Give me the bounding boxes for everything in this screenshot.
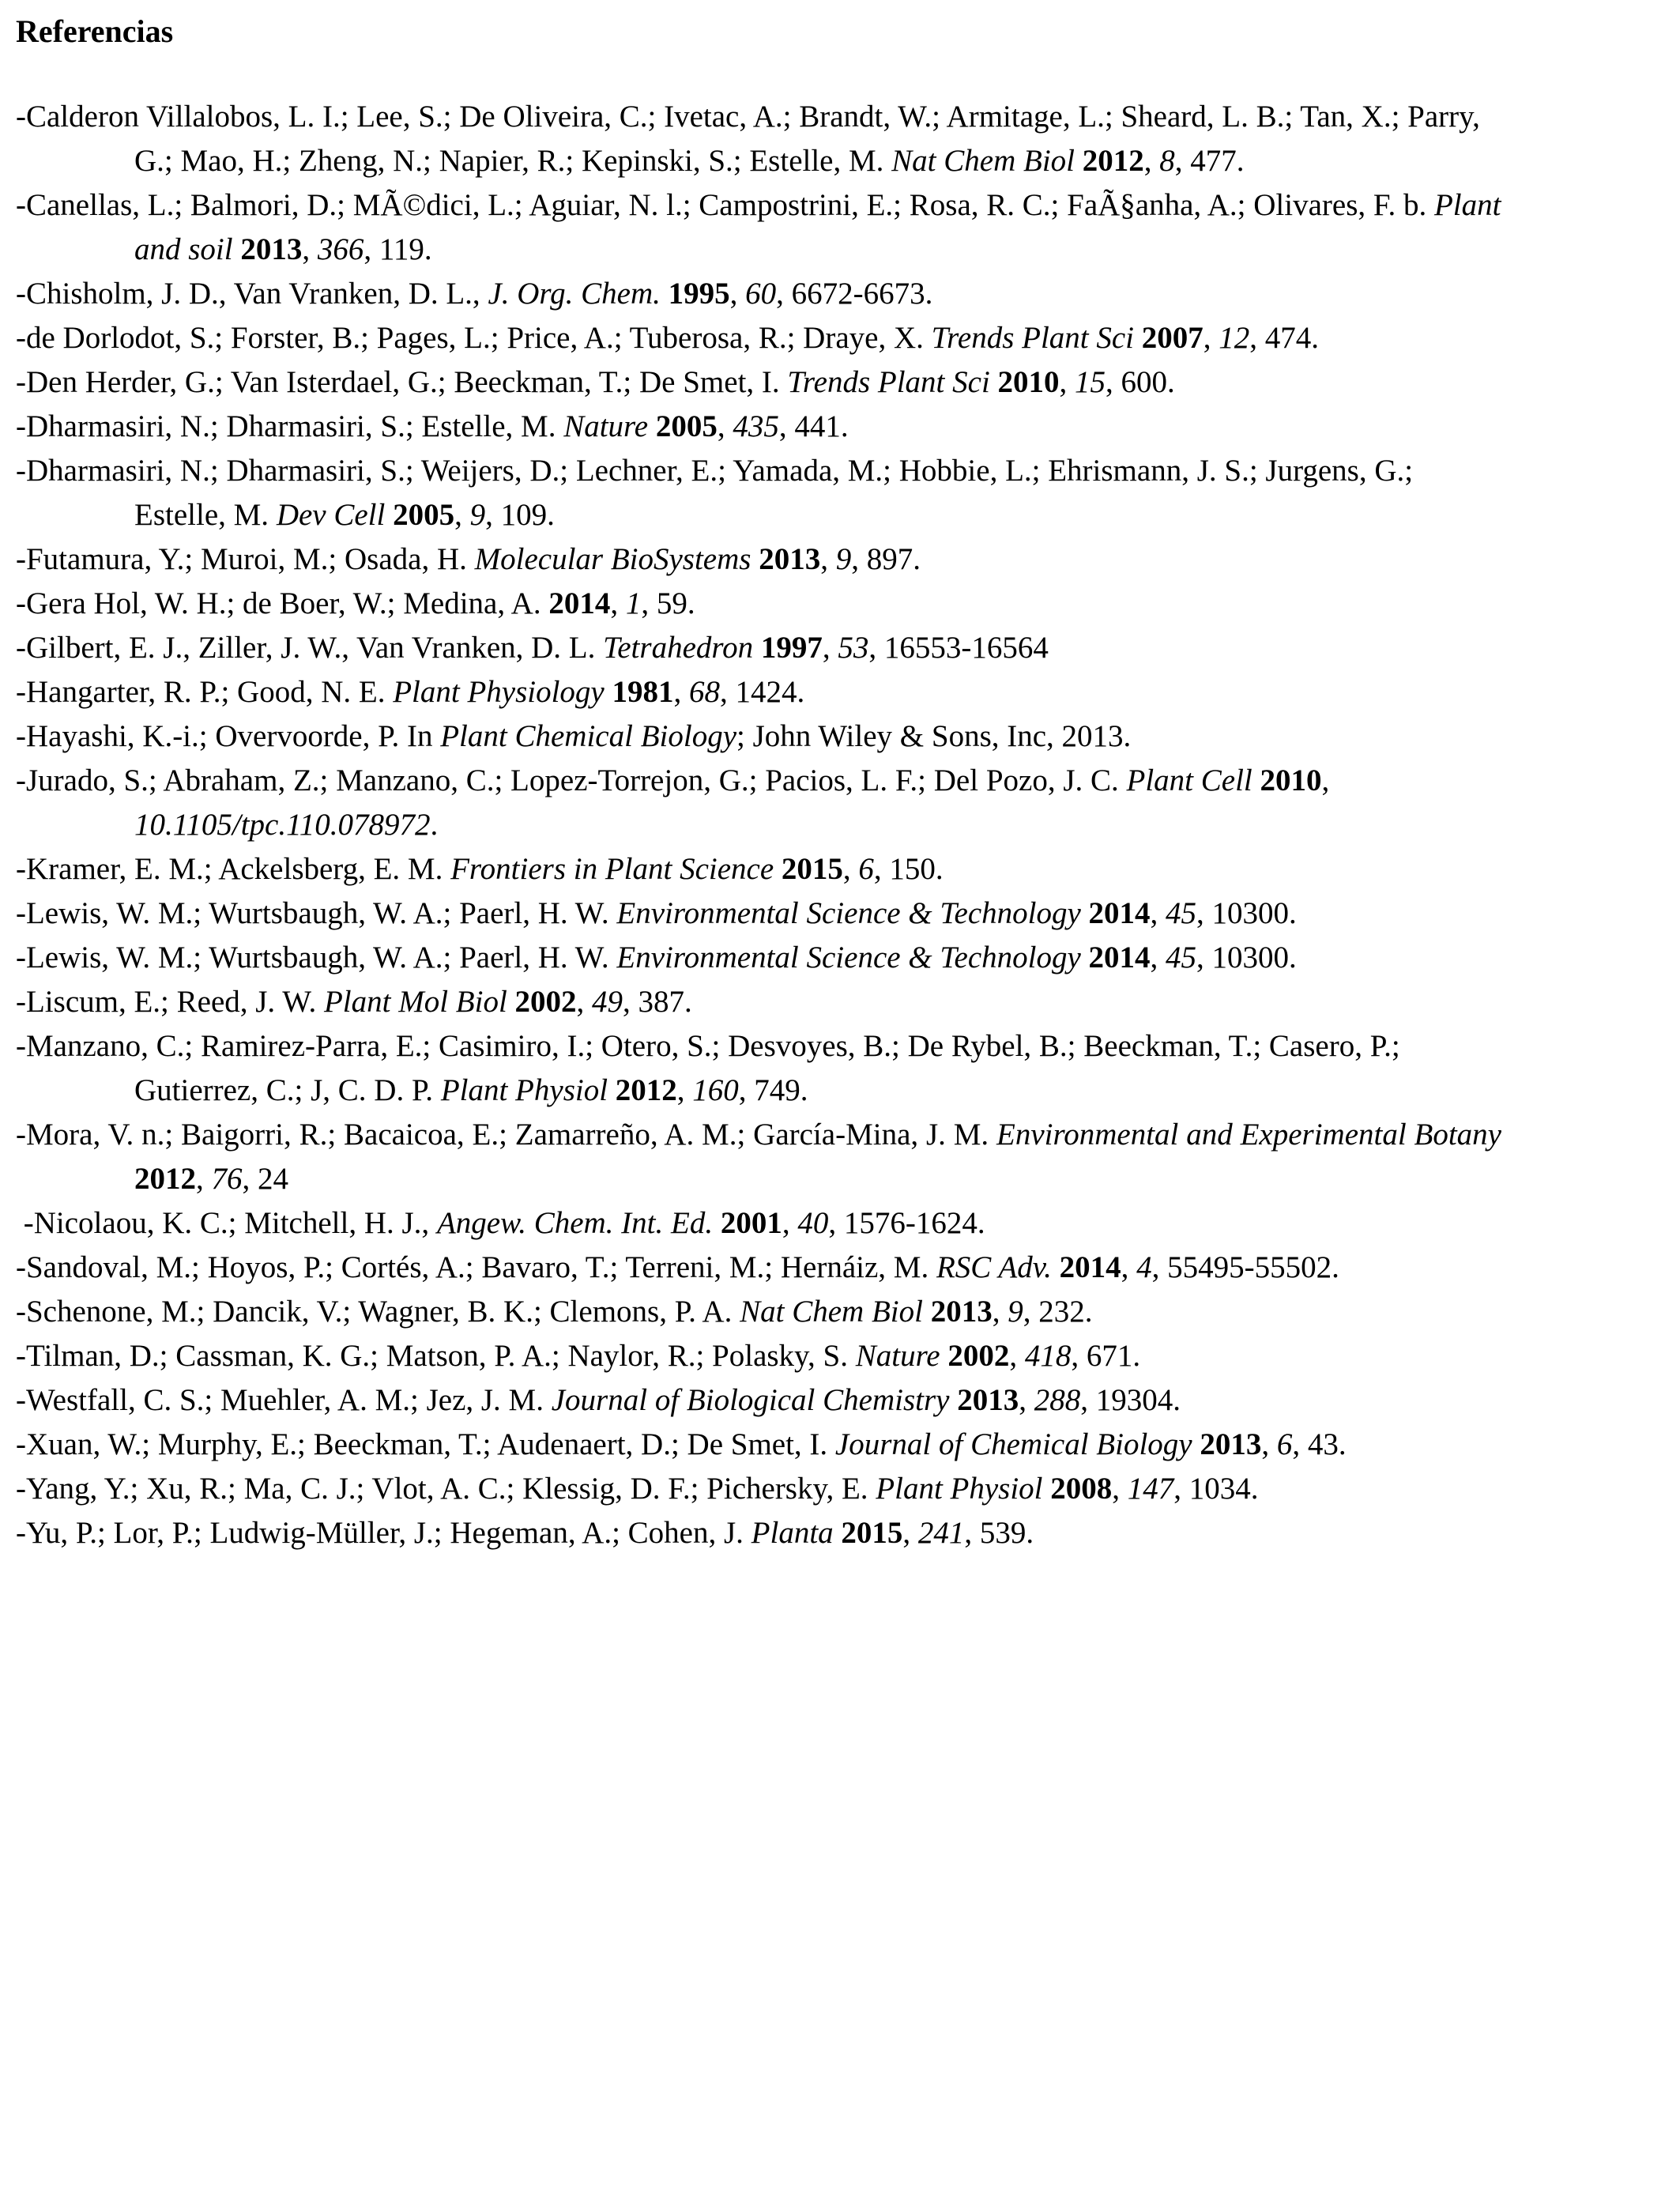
ref-journal: Dev Cell [276, 498, 386, 532]
ref-volume: 45 [1166, 941, 1197, 974]
ref-pages: , 43. [1292, 1427, 1347, 1461]
ref-pages: , 55495-55502. [1151, 1250, 1339, 1284]
ref-volume: 418 [1024, 1339, 1072, 1373]
references-heading: Referencias [16, 13, 174, 49]
document [16, 9, 1501, 1555]
ref-journal: Environmental Science & Technology [616, 896, 1081, 930]
reference-entry: -Liscum, E.; Reed, J. W. Plant Mol Biol 2002, 49, 387. [16, 985, 692, 1019]
ref-journal: Nature [563, 409, 649, 443]
reference-entry: -Gilbert, E. J., Ziller, J. W., Van Vranken, D. L. Tetrahedron 1997, 53, 16553-16564 [16, 631, 1049, 665]
ref-journal: Frontiers in Plant Science [450, 852, 774, 886]
ref-year: 2002 [947, 1339, 1010, 1373]
ref-pages: , 539. [964, 1516, 1034, 1550]
ref-volume: 53 [838, 631, 869, 665]
ref-pages: , 24 [242, 1162, 288, 1196]
reference-entry: -Manzano, C.; Ramirez-Parra, E.; Casimiro, I.; Otero, S.; Desvoyes, B.; De Rybel, B.; Beeckman, T.; Casero, P.; Gutierrez, C.; J, C. D. P. Plant Physiol 2012, 160, 749. [16, 1029, 1400, 1107]
ref-journal: J. Org. Chem. [488, 277, 661, 311]
ref-pages: ; John Wiley & Sons, Inc, 2013. [736, 719, 1132, 753]
ref-journal: Trends Plant Sci [931, 321, 1135, 355]
reference-entry: -Lewis, W. M.; Wurtsbaugh, W. A.; Paerl, H. W. Environmental Science & Technology 2014, 45, 10300. [16, 896, 1297, 930]
ref-volume: 288 [1034, 1383, 1081, 1417]
reference-entry: -Futamura, Y.; Muroi, M.; Osada, H. Molecular BioSystems 2013, 9, 897. [16, 542, 921, 576]
ref-volume: 9 [835, 542, 852, 576]
ref-pages: , 232. [1023, 1295, 1093, 1329]
ref-journal: Angew. Chem. Int. Ed. [436, 1206, 714, 1240]
ref-volume: 45 [1166, 896, 1197, 930]
ref-volume: 8 [1159, 144, 1175, 178]
reference-entry: -Schenone, M.; Dancik, V.; Wagner, B. K.; Clemons, P. A. Nat Chem Biol 2013, 9, 232. [16, 1295, 1093, 1329]
ref-journal: Nature [855, 1339, 940, 1373]
ref-pages: , 1034. [1173, 1472, 1259, 1506]
ref-year: 2014 [1088, 896, 1151, 930]
ref-authors: -Calderon Villalobos, L. I.; Lee, S.; De Oliveira, C.; Ivetac, A.; Brandt, W.; Armitage, L.; Sheard, L. B.; Tan, X.; Parry, G.; Mao, H.; Zheng, N.; Napier, R.; Kepinski, S.; Estelle, M. [16, 100, 1480, 178]
ref-year: 2005 [655, 409, 718, 443]
ref-authors: -Gera Hol, W. H.; de Boer, W.; Medina, A. [16, 586, 549, 620]
ref-volume: 9 [1008, 1295, 1023, 1329]
ref-volume: 9 [469, 498, 486, 532]
ref-pages: , 6672-6673. [776, 277, 933, 311]
ref-volume: 10.1105/tpc.110.078972 [134, 808, 431, 842]
ref-journal: Plant Physiology [393, 675, 605, 709]
ref-year: 2002 [514, 985, 577, 1019]
reference-entry: -Kramer, E. M.; Ackelsberg, E. M. Frontiers in Plant Science 2015, 6, 150. [16, 852, 944, 886]
ref-year: 2013 [1200, 1427, 1262, 1461]
ref-year: 2010 [1260, 763, 1322, 797]
ref-journal: Plant Physiol [876, 1472, 1043, 1506]
ref-journal: Environmental and Experimental Botany [996, 1118, 1501, 1152]
reference-entry: -Gera Hol, W. H.; de Boer, W.; Medina, A. 2014, 1, 59. [16, 586, 695, 620]
ref-volume: 6 [1276, 1427, 1293, 1461]
reference-entry: -Chisholm, J. D., Van Vranken, D. L., J. Org. Chem. 1995, 60, 6672-6673. [16, 277, 933, 311]
ref-pages: , 671. [1071, 1339, 1141, 1373]
ref-authors: -de Dorlodot, S.; Forster, B.; Pages, L.; Price, A.; Tuberosa, R.; Draye, X. [16, 321, 932, 355]
ref-authors: -Westfall, C. S.; Muehler, A. M.; Jez, J. M. [16, 1383, 552, 1417]
ref-journal: Plant Chemical Biology [440, 719, 736, 753]
ref-pages: , 1576-1624. [828, 1206, 985, 1240]
ref-pages: , 897. [851, 542, 921, 576]
ref-year: 2013 [240, 232, 303, 266]
ref-journal: Plant and soil [134, 188, 1501, 266]
ref-pages: , 477. [1174, 144, 1245, 178]
ref-year: 2005 [393, 498, 455, 532]
ref-authors: -Dharmasiri, N.; Dharmasiri, S.; Weijers, D.; Lechner, E.; Yamada, M.; Hobbie, L.; Ehrismann, J. S.; Jurgens, G.; Estelle, M. [16, 454, 1414, 532]
ref-authors: -Sandoval, M.; Hoyos, P.; Cortés, A.; Bavaro, T.; Terreni, M.; Hernáiz, M. [16, 1250, 936, 1284]
ref-year: 1981 [612, 675, 674, 709]
reference-entry: -Xuan, W.; Murphy, E.; Beeckman, T.; Audenaert, D.; De Smet, I. Journal of Chemical Biology 2013, 6, 43. [16, 1427, 1347, 1461]
ref-authors: -Kramer, E. M.; Ackelsberg, E. M. [16, 852, 451, 886]
ref-authors: -Gilbert, E. J., Ziller, J. W., Van Vranken, D. L. [16, 631, 604, 665]
ref-year: 2012 [615, 1073, 677, 1107]
ref-journal: Plant Physiol [440, 1073, 608, 1107]
reference-entry: -Calderon Villalobos, L. I.; Lee, S.; De Oliveira, C.; Ivetac, A.; Brandt, W.; Armitage, L.; Sheard, L. B.; Tan, X.; Parry, G.; Mao, H.; Zheng, N.; Napier, R.; Kepinski, S.; Estelle, M. Nat Chem Biol 2012, 8, 477. [16, 100, 1480, 178]
ref-journal: Nat Chem Biol [891, 144, 1075, 178]
ref-journal: Plant Cell [1126, 763, 1252, 797]
reference-entry: -Yu, P.; Lor, P.; Ludwig-Müller, J.; Hegeman, A.; Cohen, J. Planta 2015, 241, 539. [16, 1516, 1034, 1550]
reference-entry: -Westfall, C. S.; Muehler, A. M.; Jez, J. M. Journal of Biological Chemistry 2013, 288, 19304. [16, 1383, 1181, 1417]
ref-authors: -Futamura, Y.; Muroi, M.; Osada, H. [16, 542, 475, 576]
ref-authors: -Schenone, M.; Dancik, V.; Wagner, B. K.; Clemons, P. A. [16, 1295, 740, 1329]
reference-entry: -de Dorlodot, S.; Forster, B.; Pages, L.; Price, A.; Tuberosa, R.; Draye, X. Trends Plant Sci 2007, 12, 474. [16, 321, 1320, 355]
ref-volume: 241 [917, 1516, 965, 1550]
ref-authors: -Lewis, W. M.; Wurtsbaugh, W. A.; Paerl, H. W. [16, 896, 617, 930]
ref-authors: -Lewis, W. M.; Wurtsbaugh, W. A.; Paerl, H. W. [16, 941, 617, 974]
ref-volume: 76 [211, 1162, 243, 1196]
ref-journal: Trends Plant Sci [787, 365, 990, 399]
ref-volume: 49 [592, 985, 623, 1019]
ref-pages: , 474. [1249, 321, 1320, 355]
ref-journal: Journal of Chemical Biology [834, 1427, 1192, 1461]
ref-pages: , 600. [1106, 365, 1175, 399]
ref-year: 1995 [668, 277, 730, 311]
ref-volume: 4 [1136, 1250, 1152, 1284]
ref-volume: 12 [1219, 321, 1250, 355]
ref-pages: , 16553-16564 [868, 631, 1049, 665]
ref-year: 2012 [1082, 144, 1144, 178]
ref-volume: 160 [692, 1073, 739, 1107]
ref-pages: , 749. [738, 1073, 808, 1107]
reference-entry: -Tilman, D.; Cassman, K. G.; Matson, P. A.; Naylor, R.; Polasky, S. Nature 2002, 418, 671. [16, 1339, 1141, 1373]
reference-entry: -Hangarter, R. P.; Good, N. E. Plant Physiology 1981, 68, 1424. [16, 675, 805, 709]
ref-volume: 6 [858, 852, 874, 886]
ref-journal: Environmental Science & Technology [616, 941, 1081, 974]
reference-entry: -Yang, Y.; Xu, R.; Ma, C. J.; Vlot, A. C.; Klessig, D. F.; Pichersky, E. Plant Physiol 2008, 147, 1034. [16, 1472, 1259, 1506]
ref-pages: , 109. [485, 498, 555, 532]
ref-authors: -Manzano, C.; Ramirez-Parra, E.; Casimiro, I.; Otero, S.; Desvoyes, B.; De Rybel, B.; Beeckman, T.; Casero, P.; Gutierrez, C.; J, C. D. P. [16, 1029, 1400, 1107]
ref-year: 2012 [134, 1162, 196, 1196]
reference-entry: -Nicolaou, K. C.; Mitchell, H. J., Angew. Chem. Int. Ed. 2001, 40, 1576-1624. [16, 1206, 985, 1240]
ref-volume: 435 [733, 409, 779, 443]
ref-journal: Journal of Biological Chemistry [551, 1383, 950, 1417]
ref-year: 2014 [1088, 941, 1151, 974]
ref-journal: Nat Chem Biol [740, 1295, 923, 1329]
ref-pages: , 59. [641, 586, 695, 620]
reference-entry: -Lewis, W. M.; Wurtsbaugh, W. A.; Paerl, H. W. Environmental Science & Technology 2014, 45, 10300. [16, 941, 1297, 974]
ref-volume: 366 [317, 232, 364, 266]
ref-pages: , 10300. [1196, 941, 1297, 974]
ref-year: 2013 [759, 542, 821, 576]
ref-year: 2015 [841, 1516, 903, 1550]
ref-authors: -Xuan, W.; Murphy, E.; Beeckman, T.; Audenaert, D.; De Smet, I. [16, 1427, 835, 1461]
ref-authors: -Chisholm, J. D., Van Vranken, D. L., [16, 277, 488, 311]
reference-entry: -Mora, V. n.; Baigorri, R.; Bacaicoa, E.; Zamarreño, A. M.; García-Mina, J. M. Environmental and Experimental Botany 2012, 76, 24 [16, 1118, 1501, 1196]
ref-pages: , 10300. [1196, 896, 1297, 930]
ref-journal: Plant Mol Biol [323, 985, 507, 1019]
reference-entry: -Canellas, L.; Balmori, D.; MÃ©dici, L.; Aguiar, N. l.; Campostrini, E.; Rosa, R. C.; FaÃ§anha, A.; Olivares, F. b. Plant and soil 2013, 366, 119. [16, 188, 1501, 266]
reference-entry: -Dharmasiri, N.; Dharmasiri, S.; Weijers, D.; Lechner, E.; Yamada, M.; Hobbie, L.; Ehrismann, J. S.; Jurgens, G.; Estelle, M. Dev Cell 2005, 9, 109. [16, 454, 1414, 532]
ref-authors: -Den Herder, G.; Van Isterdael, G.; Beeckman, T.; De Smet, I. [16, 365, 788, 399]
ref-year: 2001 [720, 1206, 782, 1240]
ref-authors: -Yang, Y.; Xu, R.; Ma, C. J.; Vlot, A. C.; Klessig, D. F.; Pichersky, E. [16, 1472, 876, 1506]
ref-authors: -Tilman, D.; Cassman, K. G.; Matson, P. A.; Naylor, R.; Polasky, S. [16, 1339, 856, 1373]
reference-entry: -Dharmasiri, N.; Dharmasiri, S.; Estelle, M. Nature 2005, 435, 441. [16, 409, 849, 443]
ref-journal: RSC Adv. [936, 1250, 1052, 1284]
ref-year: 2014 [1059, 1250, 1121, 1284]
ref-volume: 68 [689, 675, 720, 709]
ref-pages: , 19304. [1080, 1383, 1181, 1417]
ref-authors: -Jurado, S.; Abraham, Z.; Manzano, C.; Lopez-Torrejon, G.; Pacios, L. F.; Del Pozo, J. C. [16, 763, 1127, 797]
ref-authors: -Hayashi, K.-i.; Overvoorde, P. In [16, 719, 441, 753]
ref-authors: -Canellas, L.; Balmori, D.; MÃ©dici, L.; Aguiar, N. l.; Campostrini, E.; Rosa, R. C.; FaÃ§anha, A.; Olivares, F. b. [16, 188, 1434, 222]
ref-authors: -Dharmasiri, N.; Dharmasiri, S.; Estelle, M. [16, 409, 564, 443]
ref-volume: 15 [1075, 365, 1106, 399]
ref-pages: , 1424. [720, 675, 805, 709]
ref-pages: , 119. [363, 232, 432, 266]
ref-journal: Molecular BioSystems [474, 542, 751, 576]
ref-year: 2015 [781, 852, 843, 886]
ref-authors: -Liscum, E.; Reed, J. W. [16, 985, 324, 1019]
ref-journal: Planta [751, 1516, 834, 1550]
ref-year: 2013 [957, 1383, 1019, 1417]
ref-year: 2014 [548, 586, 611, 620]
reference-entry: -Sandoval, M.; Hoyos, P.; Cortés, A.; Bavaro, T.; Terreni, M.; Hernáiz, M. RSC Adv. 2014, 4, 55495-55502. [16, 1250, 1339, 1284]
ref-volume: 60 [745, 277, 777, 311]
ref-pages: , 150. [873, 852, 944, 886]
ref-year: 2007 [1141, 321, 1203, 355]
ref-journal: Tetrahedron [603, 631, 754, 665]
reference-entry [16, 714, 1501, 759]
reference-entry: -Den Herder, G.; Van Isterdael, G.; Beeckman, T.; De Smet, I. Trends Plant Sci 2010, 15, 600. [16, 365, 1175, 399]
ref-year: 2013 [930, 1295, 993, 1329]
ref-authors: -Mora, V. n.; Baigorri, R.; Bacaicoa, E.; Zamarreño, A. M.; García-Mina, J. M. [16, 1118, 997, 1152]
ref-volume: 147 [1127, 1472, 1174, 1506]
ref-year: 2008 [1050, 1472, 1113, 1506]
ref-volume: 1 [625, 586, 642, 620]
ref-authors: -Yu, P.; Lor, P.; Ludwig-Müller, J.; Hegeman, A.; Cohen, J. [16, 1516, 751, 1550]
reference-list [16, 95, 1501, 1555]
ref-pages: , 387. [623, 985, 692, 1019]
reference-entry: -Jurado, S.; Abraham, Z.; Manzano, C.; Lopez-Torrejon, G.; Pacios, L. F.; Del Pozo, J. C. Plant Cell 2010, 10.1105/tpc.110.078972. [16, 763, 1330, 842]
ref-year: 1997 [760, 631, 823, 665]
ref-pages: . [430, 808, 439, 842]
ref-year: 2010 [997, 365, 1060, 399]
ref-volume: 40 [797, 1206, 829, 1240]
ref-pages: , 441. [778, 409, 849, 443]
ref-authors: -Hangarter, R. P.; Good, N. E. [16, 675, 394, 709]
ref-authors: -Nicolaou, K. C.; Mitchell, H. J., [16, 1206, 437, 1240]
